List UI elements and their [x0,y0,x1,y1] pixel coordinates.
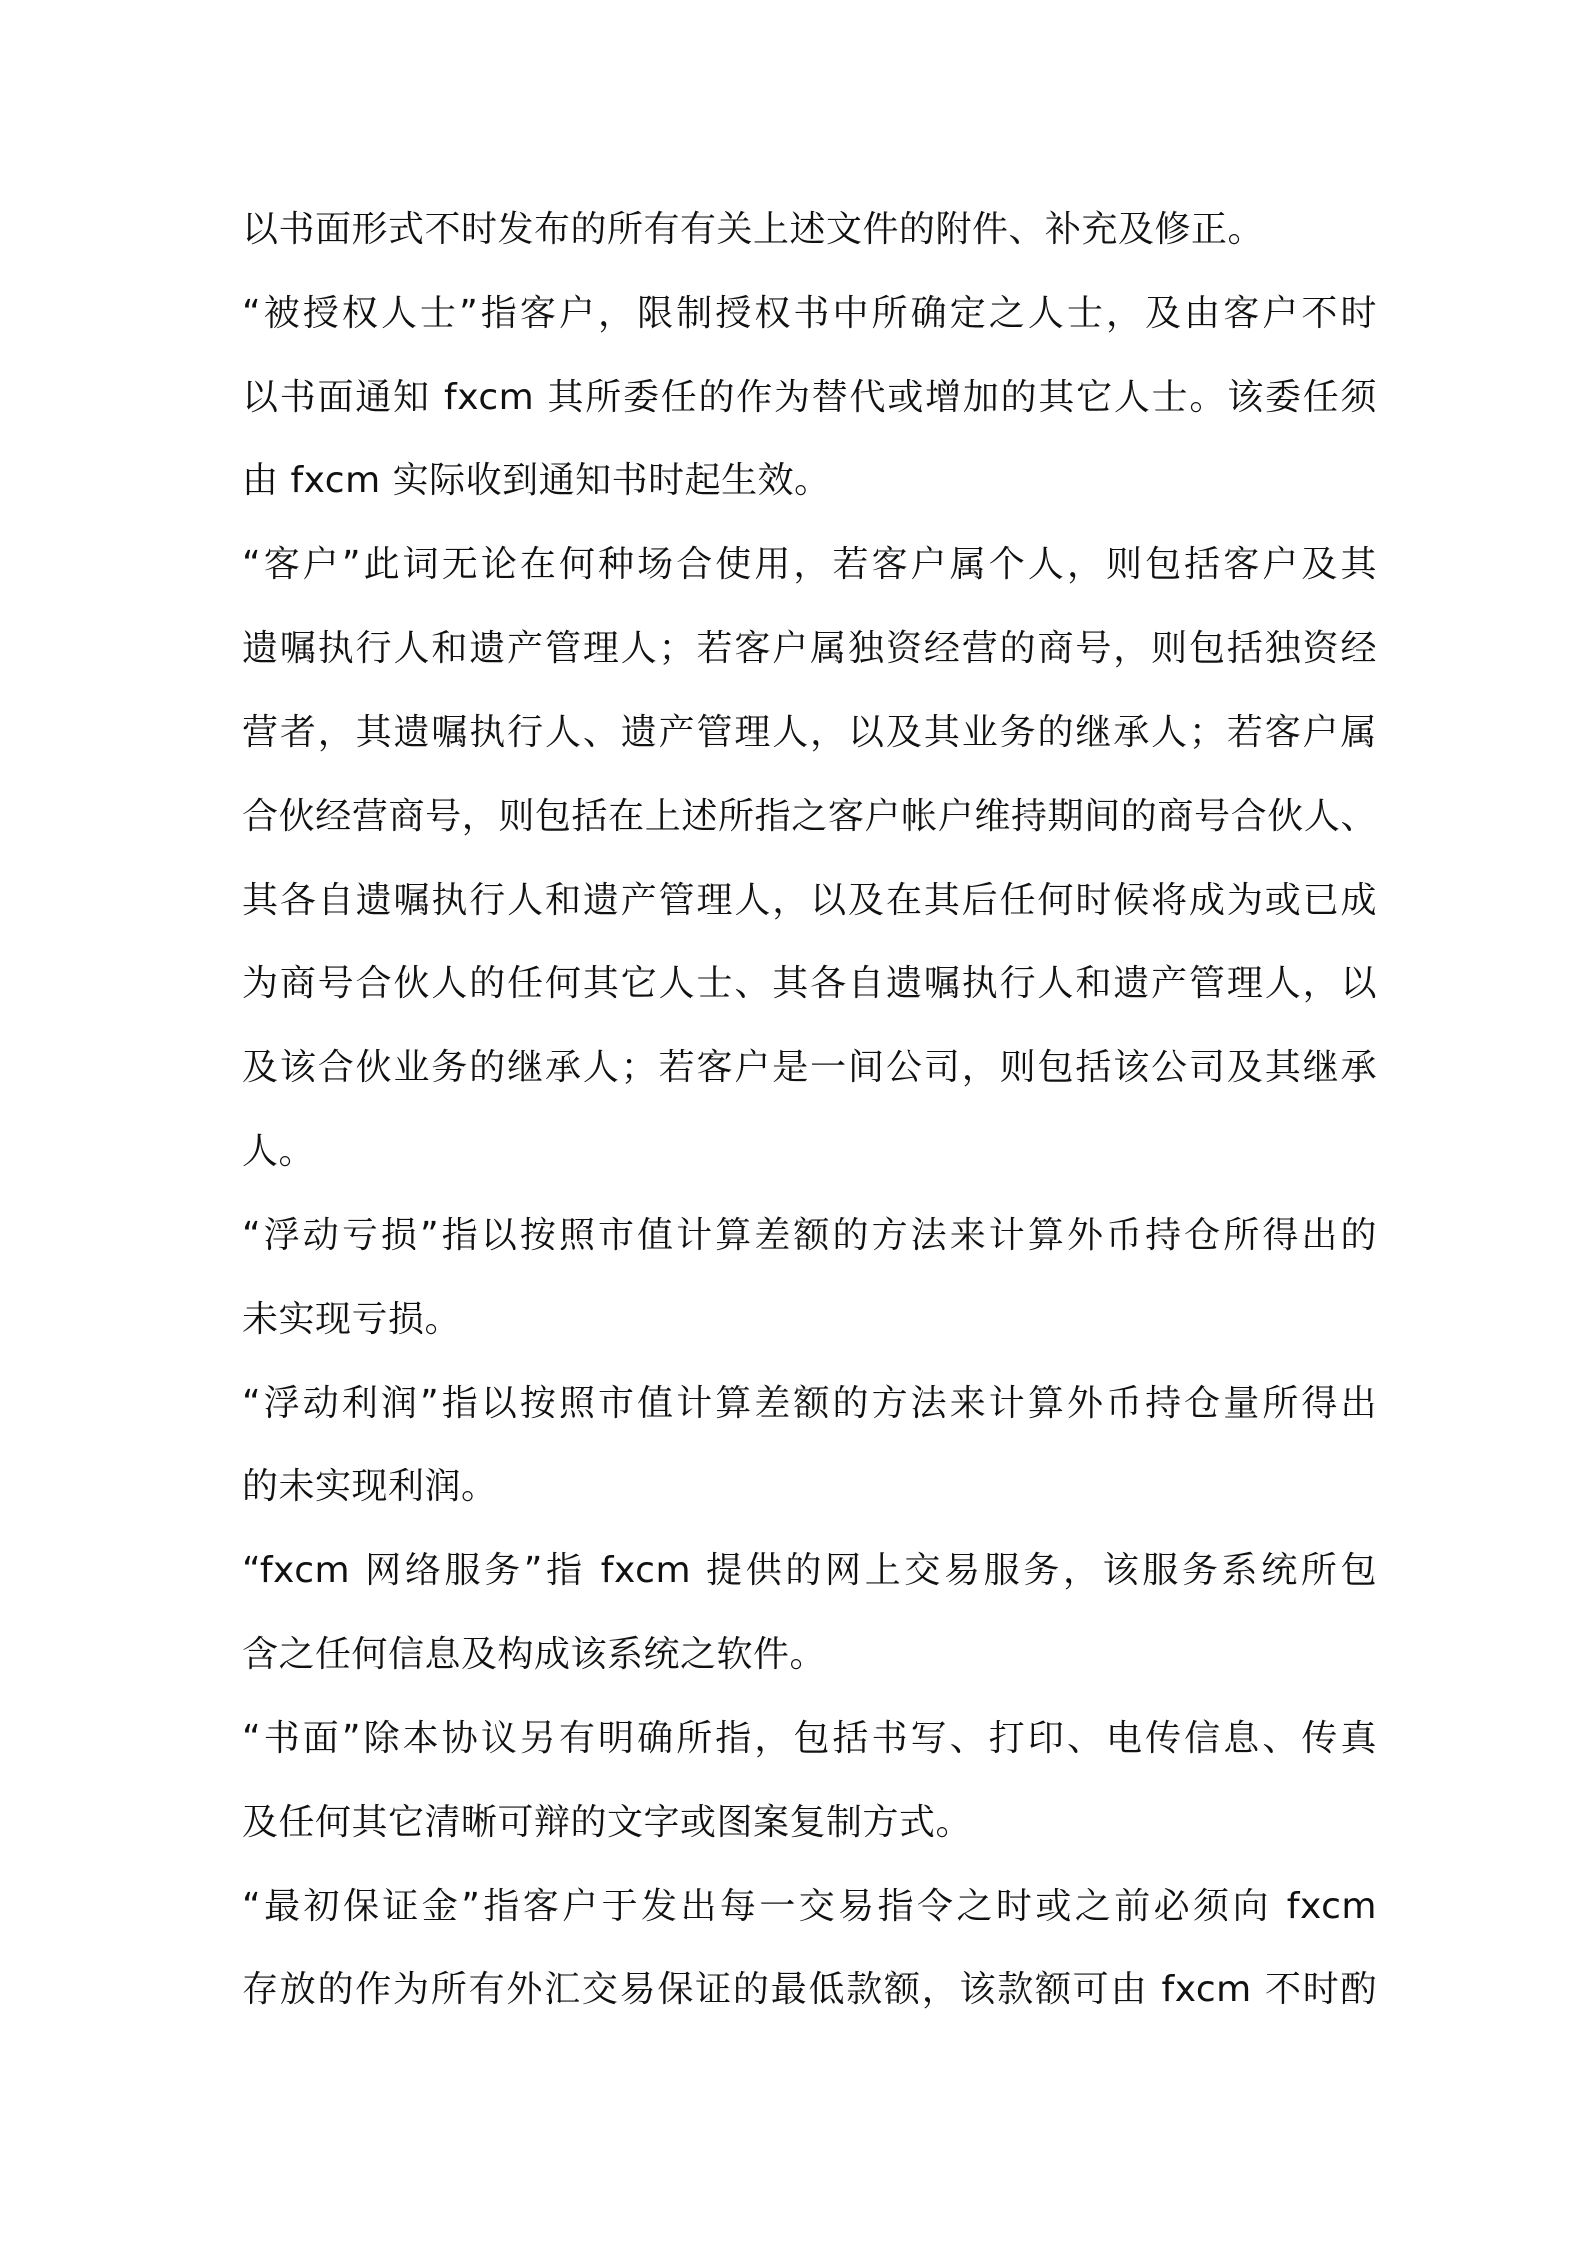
text-line: 存放的作为所有外汇交易保证的最低款额，该款额可由 fxcm 不时酌 [242,1969,1377,2010]
text-line: “被授权人士”指客户，限制授权书中所确定之人士，及由客户不时 [242,293,1377,334]
text-line: “客户”此词无论在何种场合使用，若客户属个人，则包括客户及其 [242,544,1377,585]
text-line: “最初保证金”指客户于发出每一交易指令之时或之前必须向 fxcm [242,1886,1377,1927]
text-line: 未实现亏损。 [242,1299,462,1340]
text-line: 其各自遗嘱执行人和遗产管理人，以及在其后任何时候将成为或已成 [242,880,1377,921]
text-line: 以书面形式不时发布的所有有关上述文件的附件、补充及修正。 [242,209,1265,250]
text-line: “浮动亏损”指以按照市值计算差额的方法来计算外币持仓所得出的 [242,1215,1377,1256]
text-line: “浮动利润”指以按照市值计算差额的方法来计算外币持仓量所得出 [242,1383,1377,1424]
text-line: 遗嘱执行人和遗产管理人；若客户属独资经营的商号，则包括独资经 [242,628,1377,669]
text-line: 合伙经营商号，则包括在上述所指之客户帐户维持期间的商号合伙人、 [242,796,1377,837]
text-line: 由 fxcm 实际收到通知书时起生效。 [242,460,831,501]
text-line: 的未实现利润。 [242,1466,498,1507]
text-line: 含之任何信息及构成该系统之软件。 [242,1634,827,1675]
text-line: 为商号合伙人的任何其它人士、其各自遗嘱执行人和遗产管理人，以 [242,963,1377,1004]
text-line: 以书面通知 fxcm 其所委任的作为替代或增加的其它人士。该委任须 [242,377,1377,418]
text-line: “fxcm 网络服务”指 fxcm 提供的网上交易服务，该服务系统所包 [242,1550,1377,1591]
text-line: 营者，其遗嘱执行人、遗产管理人，以及其业务的继承人；若客户属 [242,712,1377,753]
text-line: 及任何其它清晰可辩的文字或图案复制方式。 [242,1802,973,1843]
text-line: 人。 [242,1131,316,1172]
text-line: “书面”除本协议另有明确所指，包括书写、打印、电传信息、传真 [242,1718,1377,1759]
text-line: 及该合伙业务的继承人；若客户是一间公司，则包括该公司及其继承 [242,1047,1377,1088]
